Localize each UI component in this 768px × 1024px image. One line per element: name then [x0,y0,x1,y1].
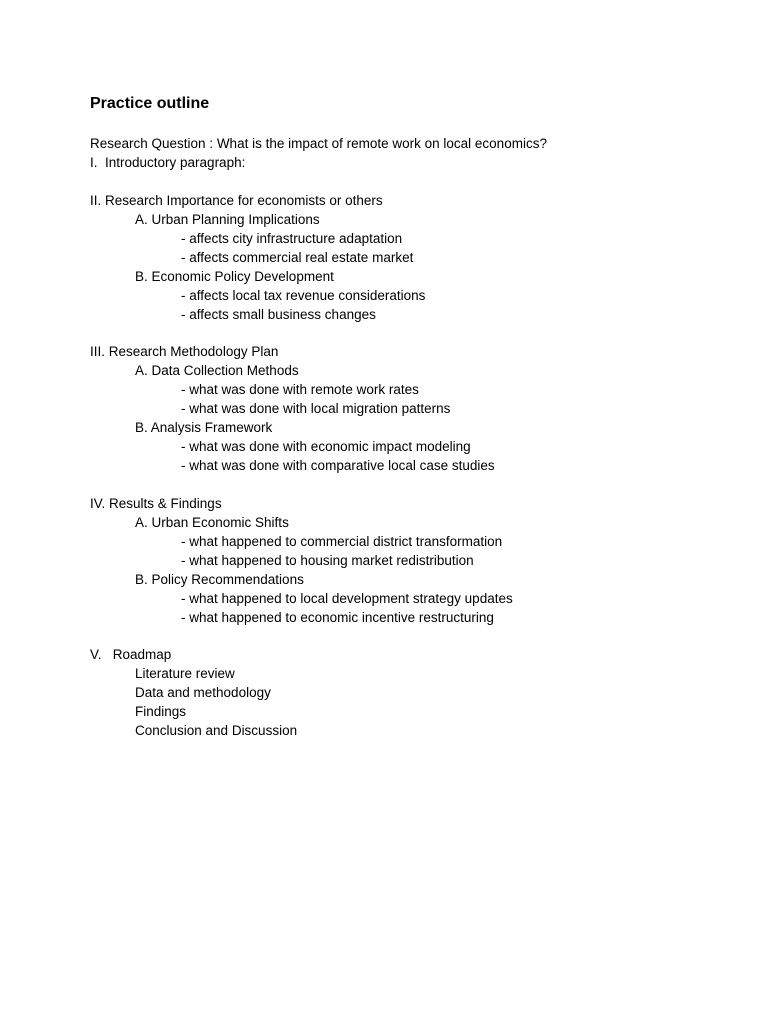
section-2-heading: II. Research Importance for economists or others [90,193,383,208]
roadmap-item: Findings [135,704,187,719]
section-3a-item: - what was done with remote work rates [181,382,419,397]
section-4b-item: - what happened to local development strategy updates [181,591,513,606]
section-3b-item: - what was done with comparative local case studies [181,458,495,473]
roadmap-item: Literature review [135,666,235,681]
section-2a-heading: A. Urban Planning Implications [135,212,320,227]
section-4a-item: - what happened to housing market redistribution [181,553,474,568]
roadmap-item: Conclusion and Discussion [135,723,298,738]
section-4a-item: - what happened to commercial district transformation [181,534,503,549]
section-4b-item: - what happened to economic incentive restructuring [181,610,494,625]
section-3b-heading: B. Analysis Framework [135,420,273,435]
section-2a-item: - affects commercial real estate market [181,250,414,265]
section-3a-item: - what was done with local migration patterns [181,401,451,416]
section-2a-item: - affects city infrastructure adaptation [181,231,403,246]
section-4-heading: IV. Results & Findings [90,496,222,511]
section-2b-item: - affects small business changes [181,307,376,322]
document-title: Practice outline [90,95,210,112]
section-5-heading: V. Roadmap [90,647,172,662]
section-4b-heading: B. Policy Recommendations [135,572,304,587]
section-3b-item: - what was done with economic impact modeling [181,439,471,454]
section-2b-item: - affects local tax revenue considerations [181,288,426,303]
section-3-heading: III. Research Methodology Plan [90,344,279,359]
research-question: Research Question : What is the impact of remote work on local economics? [90,136,547,151]
section-4a-heading: A. Urban Economic Shifts [135,515,289,530]
section-2b-heading: B. Economic Policy Development [135,269,334,284]
section-3a-heading: A. Data Collection Methods [135,363,299,378]
roadmap-item: Data and methodology [135,685,271,700]
section-1-heading: I. Introductory paragraph: [90,155,246,170]
